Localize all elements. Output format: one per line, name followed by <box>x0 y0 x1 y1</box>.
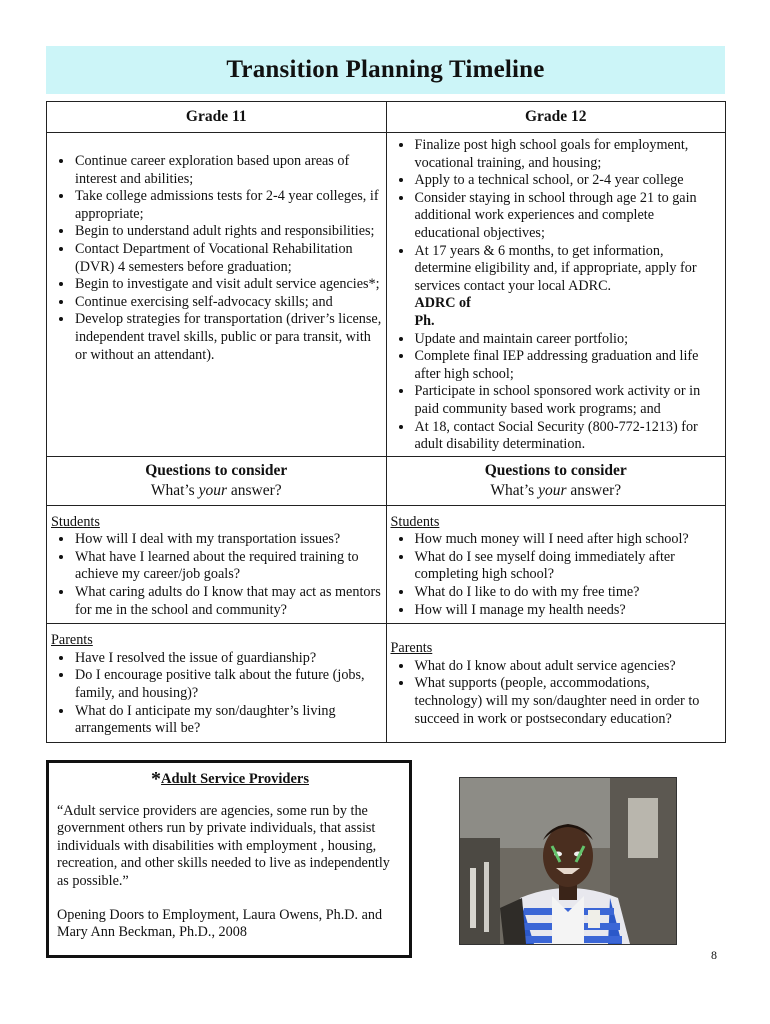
list-item: • Complete final IEP addressing graduation and life after high school; <box>414 348 722 383</box>
parents-label: Parents <box>51 632 93 649</box>
list-item: • What do I see myself doing immediately after completing high school? <box>414 549 722 584</box>
title-banner <box>46 46 725 94</box>
adrc-line-1: ADRC of <box>414 295 471 312</box>
questions-heading: Questions to consider <box>484 461 627 479</box>
list-item: • Do I encourage positive talk about the future (jobs, family, and housing)? <box>74 667 382 702</box>
sub-emphasis: your <box>198 481 228 499</box>
students-row <box>47 505 726 624</box>
grade-header-row <box>47 102 726 133</box>
students-label: Students <box>51 513 100 530</box>
list-item: • Take college admissions tests for 2-4 year colleges, if appropriate; <box>74 188 382 223</box>
questions-subheading <box>47 481 386 501</box>
questions-heading: Questions to consider <box>145 461 288 479</box>
parents-grade11 <box>47 624 387 743</box>
adult-service-citation: Opening Doors to Employment, Laura Owens, Ph.D. and Mary Ann Beckman, Ph.D., 2008 <box>57 906 383 941</box>
asterisk: * <box>151 768 162 790</box>
list-item: • What do I anticipate my son/daughter’s living arrangements will be? <box>74 703 382 738</box>
list-item: • Have I resolved the issue of guardianship? <box>74 650 382 668</box>
sub-suffix: answer? <box>227 481 282 499</box>
parents-grade12 <box>386 624 726 743</box>
questions-subheading <box>387 481 726 501</box>
grade-tasks-row <box>47 133 726 457</box>
adult-service-providers-box <box>46 760 412 958</box>
page-number: 8 <box>711 948 717 962</box>
questions-header-grade11 <box>47 456 387 505</box>
list-item: • Apply to a technical school, or 2-4 year college <box>414 172 722 190</box>
list-item: • Consider staying in school through age 21 to gain additional work experiences and complete educational objectives; <box>414 190 722 243</box>
list-item: • How will I manage my health needs? <box>414 602 722 620</box>
grade12-tasks <box>386 133 726 457</box>
list-item: • What caring adults do I know that may act as mentors for me in the school and community? <box>74 584 382 619</box>
list-item: • What supports (people, accommodations, technology) will my son/daughter need in order to succeed in work or postsecondary education? <box>414 675 722 728</box>
list-item: • Finalize post high school goals for employment, vocational training, and housing; <box>414 137 722 172</box>
list-item: • Begin to understand adult rights and responsibilities; <box>74 223 382 241</box>
adrc-line-2: Ph. <box>414 312 435 329</box>
page-title: Transition Planning Timeline <box>226 56 545 83</box>
timeline-table <box>46 101 726 743</box>
students-grade12 <box>386 505 726 624</box>
list-item: • How will I deal with my transportation issues? <box>74 531 382 549</box>
list-item: • Begin to investigate and visit adult service agencies*; <box>74 276 382 294</box>
sub-suffix: answer? <box>566 481 622 499</box>
list-item: • How much money will I need after high school? <box>414 531 722 549</box>
grade11-header: Grade 11 <box>47 102 387 133</box>
questions-header-grade12 <box>386 456 726 505</box>
parents-row <box>47 624 726 743</box>
list-item: • Continue career exploration based upon areas of interest and abilities; <box>74 153 382 188</box>
adult-service-quote: “Adult service providers are agencies, some run by the government others run by private individuals, that assist individuals with disabilities with employment , housing, recreation, and other skills needed to live as independently as possible.” <box>57 802 390 889</box>
students-label: Students <box>390 513 440 530</box>
list-item: • Participate in school sponsored work activity or in paid community based work programs; and <box>414 383 722 418</box>
adult-service-heading-text: Adult Service Providers <box>161 771 309 787</box>
list-item: • Contact Department of Vocational Rehabilitation (DVR) 4 semesters before graduation; <box>74 241 382 276</box>
list-item: • Continue exercising self-advocacy skills; and <box>74 294 382 312</box>
adult-service-heading <box>57 768 403 790</box>
list-item: • Update and maintain career portfolio; <box>414 331 722 349</box>
sub-prefix: What’s <box>490 481 539 499</box>
parents-label: Parents <box>390 640 433 657</box>
list-item: • What do I like to do with my free time? <box>414 584 722 602</box>
student-photo <box>459 777 677 945</box>
grade12-header: Grade 12 <box>386 102 726 133</box>
list-item: • Develop strategies for transportation (driver’s license, independent travel skills, public or para transit, with or without an attendant). <box>74 311 382 364</box>
grade11-tasks <box>47 133 387 457</box>
questions-header-row <box>47 456 726 505</box>
list-item: • At 17 years & 6 months, to get information, determine eligibility and, if appropriate, apply for services contact your local ADRC. <box>414 243 722 296</box>
students-grade11 <box>47 505 387 624</box>
sub-emphasis: your <box>538 481 567 499</box>
list-item: • At 18, contact Social Security (800-772-1213) for adult disability determination. <box>414 419 722 454</box>
list-item: • What do I know about adult service agencies? <box>414 658 722 676</box>
sub-prefix: What’s <box>150 481 199 499</box>
list-item: • What have I learned about the required training to achieve my career/job goals? <box>74 549 382 584</box>
